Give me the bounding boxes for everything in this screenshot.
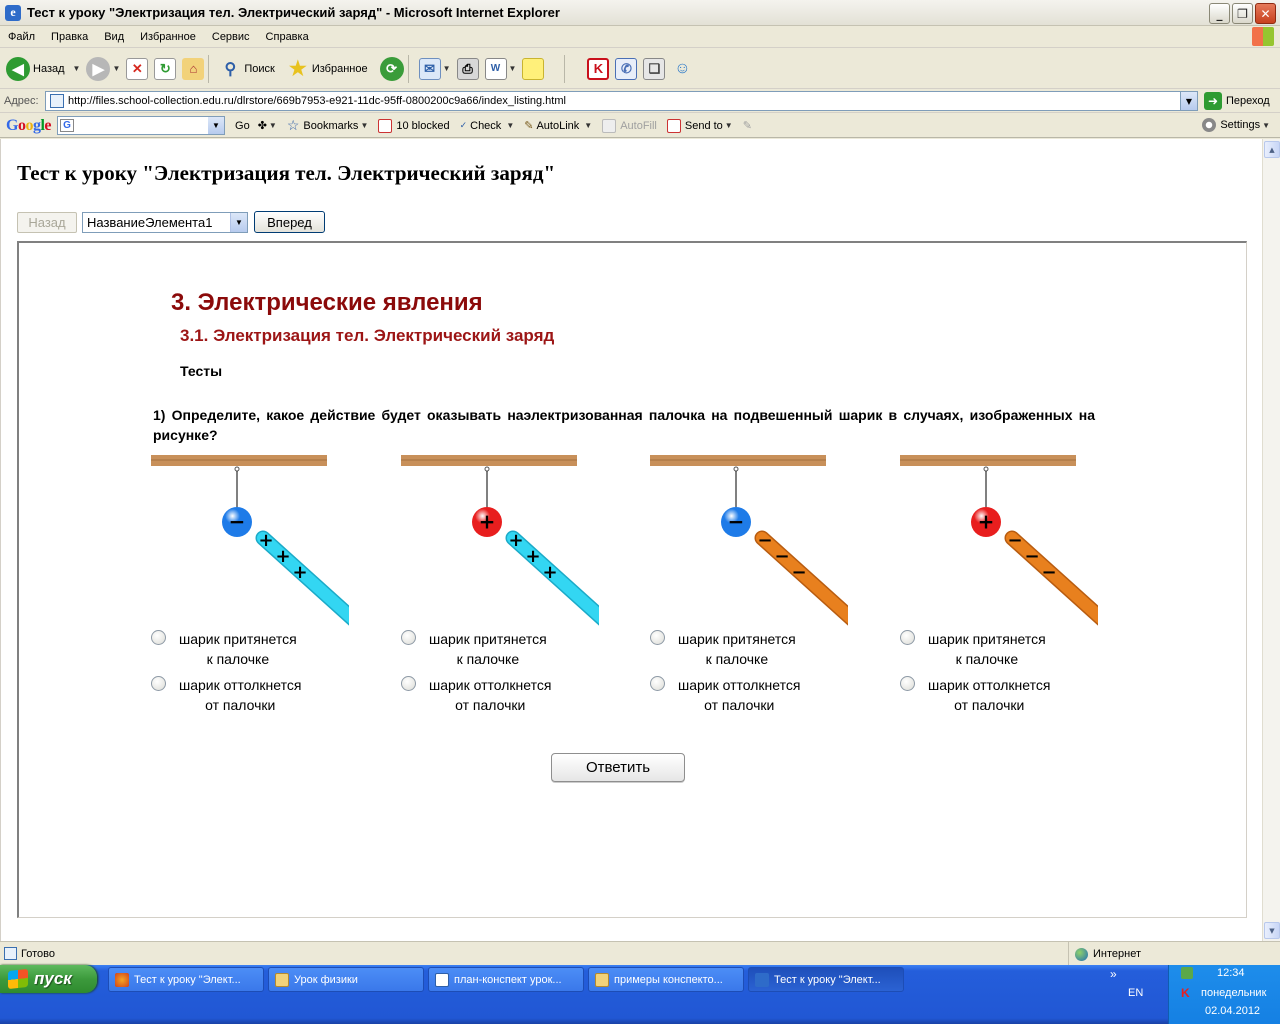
favorites-button[interactable] bbox=[287, 58, 374, 80]
popup-blocker-button[interactable] bbox=[378, 119, 449, 133]
autolink-button[interactable]: ✎ AutoLink ▼ bbox=[524, 119, 593, 132]
task-ie-active[interactable] bbox=[748, 967, 904, 992]
star-outline-icon: ☆ bbox=[286, 117, 300, 133]
option-line: от палочки bbox=[704, 697, 775, 713]
address-input[interactable] bbox=[45, 91, 1198, 111]
zone-label: Интернет bbox=[1093, 948, 1141, 960]
clock-date: 02.04.2012 bbox=[1205, 1005, 1261, 1017]
ball-charge-sign: + bbox=[478, 509, 496, 534]
autolink-label: AutoLink bbox=[536, 119, 580, 132]
radio-button[interactable] bbox=[900, 630, 915, 645]
refresh-icon: ↻ bbox=[154, 58, 176, 80]
option-line: шарик оттолкнется bbox=[179, 677, 302, 693]
task-word-document[interactable] bbox=[428, 967, 584, 992]
hook bbox=[984, 467, 988, 471]
element-select[interactable] bbox=[82, 212, 248, 233]
task-folder-physics[interactable] bbox=[268, 967, 424, 992]
edit-icon: W bbox=[485, 58, 507, 80]
window-title: Тест к уроку "Электризация тел. Электрический заряд" - Microsoft Internet Explorer bbox=[27, 5, 560, 20]
option-label bbox=[429, 675, 551, 715]
rod-charge-sign: + bbox=[275, 546, 291, 567]
stop-button[interactable] bbox=[126, 58, 148, 80]
address-url[interactable]: http://files.school-collection.edu.ru/dlrstore/669b7953-e921-11dc-95ff-0800200c9a66/index_listing.html bbox=[68, 95, 566, 107]
contacts-button[interactable] bbox=[671, 58, 693, 80]
option-line: шарик притянется bbox=[928, 631, 1046, 647]
address-bar bbox=[0, 90, 1280, 113]
option-label bbox=[179, 675, 301, 715]
option-case1-attract[interactable] bbox=[151, 629, 297, 669]
go-button[interactable] bbox=[1204, 92, 1270, 110]
chevron-down-icon[interactable]: ▼ bbox=[72, 64, 81, 73]
option-case2-attract[interactable] bbox=[401, 629, 547, 669]
rod-charge-sign: − bbox=[1007, 530, 1023, 551]
note-icon bbox=[522, 58, 544, 80]
scroll-up-icon[interactable]: ▲ bbox=[1264, 141, 1280, 158]
title-bar bbox=[0, 0, 1280, 26]
option-case3-repel[interactable] bbox=[650, 675, 800, 715]
chevron-down-icon[interactable]: ▼ bbox=[112, 64, 121, 73]
research-icon: ❏ bbox=[643, 58, 665, 80]
task-label: Тест к уроку "Элект... bbox=[774, 973, 881, 986]
option-line: от палочки bbox=[205, 697, 276, 713]
hook bbox=[734, 467, 738, 471]
page-content bbox=[0, 139, 1262, 941]
option-case4-repel[interactable] bbox=[900, 675, 1050, 715]
start-label: пуск bbox=[34, 969, 72, 988]
rod-charge-sign: − bbox=[757, 530, 773, 551]
spellcheck-button[interactable]: ✓ Check ▼ bbox=[459, 119, 515, 132]
system-tray bbox=[1168, 965, 1280, 1024]
page-icon bbox=[4, 947, 17, 960]
back-label: Назад bbox=[33, 62, 65, 75]
network-icon[interactable] bbox=[1181, 967, 1193, 979]
people-icon: ☺ bbox=[674, 59, 691, 77]
forward-arrow-icon: ▶ bbox=[86, 57, 110, 81]
rod-charge-sign: + bbox=[525, 546, 541, 567]
menu-help[interactable]: Справка bbox=[265, 30, 309, 43]
back-button[interactable] bbox=[6, 57, 80, 81]
mail-button[interactable] bbox=[419, 58, 451, 80]
popup-blocked-icon bbox=[378, 119, 392, 133]
taskbar bbox=[0, 965, 1280, 1024]
security-zone bbox=[1068, 942, 1141, 966]
ball-charge-sign: + bbox=[977, 509, 995, 534]
globe-icon bbox=[1075, 948, 1088, 961]
messenger-button[interactable] bbox=[615, 58, 637, 80]
windows-flag-icon bbox=[8, 969, 28, 989]
radio-button[interactable] bbox=[401, 676, 416, 691]
option-line: шарик притянется bbox=[429, 631, 547, 647]
option-label bbox=[928, 629, 1046, 669]
address-label: Адрес: bbox=[4, 95, 39, 107]
folder-icon bbox=[595, 973, 609, 987]
folder-icon bbox=[275, 973, 289, 987]
google-logo: Google bbox=[6, 116, 52, 134]
option-line: шарик оттолкнется bbox=[429, 677, 552, 693]
section-label: Тесты bbox=[180, 363, 223, 379]
language-indicator[interactable]: EN bbox=[1128, 987, 1144, 999]
search-label: Поиск bbox=[244, 62, 275, 75]
minimize-button[interactable]: _ bbox=[1209, 3, 1230, 24]
toolbar-separator bbox=[564, 55, 565, 83]
rod-charge-sign: − bbox=[774, 546, 790, 567]
task-folder-examples[interactable] bbox=[588, 967, 744, 992]
rod-charge-sign: − bbox=[1041, 562, 1057, 583]
go-label: Переход bbox=[1226, 95, 1270, 107]
chevron-down-icon[interactable]: ▼ bbox=[508, 64, 517, 73]
history-button[interactable] bbox=[380, 57, 404, 81]
gear-icon bbox=[1202, 118, 1216, 132]
chapter-heading: 3. Электрические явления bbox=[171, 289, 483, 316]
task-label: Тест к уроку "Элект... bbox=[134, 973, 241, 986]
ie-icon bbox=[755, 973, 769, 987]
clock-day: понедельник bbox=[1201, 987, 1267, 999]
ball-charge-sign: − bbox=[228, 509, 246, 534]
question-text: 1) Определите, какое действие будет оказывать наэлектризованная палочка на подвешенный шарик в случаях, изображенных на рисунке? bbox=[153, 407, 1095, 443]
chevron-down-icon[interactable]: ▼ bbox=[230, 213, 247, 232]
menu-view[interactable]: Вид bbox=[104, 30, 125, 43]
bookmarks-label: Bookmarks bbox=[303, 119, 359, 132]
rod-charge-sign: + bbox=[542, 562, 558, 583]
autofill-button[interactable] bbox=[602, 119, 657, 133]
check-label: Check bbox=[470, 119, 502, 132]
clock-time[interactable]: 12:34 bbox=[1217, 967, 1245, 979]
toolbar bbox=[0, 49, 1280, 89]
menu-bar bbox=[0, 26, 1280, 48]
rod-charge-sign: + bbox=[508, 530, 524, 551]
nav-forward-button[interactable]: Вперед bbox=[254, 211, 325, 233]
illustration-case-2 bbox=[399, 452, 599, 632]
radio-button[interactable] bbox=[401, 630, 416, 645]
chevron-down-icon[interactable]: ▼ bbox=[1180, 92, 1197, 110]
sendto-button[interactable]: Send to ▼ bbox=[667, 119, 733, 133]
rod-charge-sign: + bbox=[258, 530, 274, 551]
edit-button[interactable] bbox=[485, 58, 517, 80]
task-label: план-конспект урок... bbox=[454, 973, 562, 986]
word-icon bbox=[435, 973, 449, 987]
radio-button[interactable] bbox=[650, 630, 665, 645]
printer-icon: ⎙ bbox=[457, 58, 479, 80]
autofill-icon bbox=[602, 119, 616, 133]
illustration-case-3 bbox=[648, 452, 848, 632]
task-firefox[interactable] bbox=[108, 967, 264, 992]
option-line: шарик оттолкнется bbox=[928, 677, 1051, 693]
ball-charge-sign: − bbox=[727, 509, 745, 534]
option-case1-repel[interactable] bbox=[151, 675, 301, 715]
option-case2-repel[interactable] bbox=[401, 675, 551, 715]
option-case4-attract[interactable] bbox=[900, 629, 1046, 669]
firefox-icon bbox=[115, 973, 129, 987]
select-value: НазваниеЭлемента1 bbox=[87, 214, 213, 230]
bookmarks-button[interactable]: ☆ Bookmarks ▼ bbox=[286, 117, 369, 133]
topic-heading: 3.1. Электризация тел. Электрический заряд bbox=[180, 326, 555, 345]
autofill-label: AutoFill bbox=[620, 119, 657, 132]
forward-button[interactable] bbox=[86, 57, 120, 81]
test-frame bbox=[17, 241, 1247, 918]
rod-charge-sign: − bbox=[791, 562, 807, 583]
scroll-down-icon[interactable]: ▼ bbox=[1264, 922, 1280, 939]
menu-file[interactable]: Файл bbox=[8, 30, 36, 43]
kaspersky-button[interactable] bbox=[587, 58, 609, 80]
toolbar-separator bbox=[208, 55, 209, 83]
sendto-label: Send to bbox=[684, 119, 723, 132]
radio-button[interactable] bbox=[650, 676, 665, 691]
print-button[interactable] bbox=[457, 58, 479, 80]
chevron-down-icon[interactable]: ▼ bbox=[208, 117, 224, 134]
highlight-icon[interactable]: ✎ bbox=[742, 120, 752, 132]
rod-charge-sign: + bbox=[292, 562, 308, 583]
option-line: к палочке bbox=[206, 651, 270, 667]
menu-tools[interactable]: Сервис bbox=[211, 30, 250, 43]
back-arrow-icon: ◀ bbox=[6, 57, 30, 81]
menu-favorites[interactable]: Избранное bbox=[140, 30, 196, 43]
radio-button[interactable] bbox=[151, 676, 166, 691]
radio-button[interactable] bbox=[151, 630, 166, 645]
option-line: к палочке bbox=[456, 651, 520, 667]
option-case3-attract[interactable] bbox=[650, 629, 796, 669]
kaspersky-tray-icon[interactable]: K bbox=[1181, 986, 1190, 1000]
search-icon: ⚲ bbox=[224, 60, 237, 78]
start-button[interactable] bbox=[0, 965, 97, 993]
option-label bbox=[928, 675, 1050, 715]
ie-icon: e bbox=[5, 5, 21, 21]
settings-label: Settings bbox=[1220, 119, 1261, 131]
option-line: от палочки bbox=[455, 697, 526, 713]
status-text: Готово bbox=[21, 947, 55, 960]
history-icon: ⟳ bbox=[380, 57, 404, 81]
chevron-down-icon[interactable]: ▼ bbox=[442, 64, 451, 73]
google-toolbar bbox=[0, 114, 1280, 138]
option-label bbox=[429, 629, 547, 669]
chevron-right-icon[interactable]: » bbox=[1110, 967, 1117, 981]
google-g-icon: G bbox=[60, 119, 74, 132]
rod-charge-sign: − bbox=[1024, 546, 1040, 567]
option-line: шарик притянется bbox=[678, 631, 796, 647]
page-icon bbox=[50, 94, 64, 108]
spellcheck-icon: ✓ bbox=[459, 120, 468, 130]
option-line: к палочке bbox=[955, 651, 1019, 667]
option-line: шарик оттолкнется bbox=[678, 677, 801, 693]
wand-icon: ✎ bbox=[524, 120, 534, 132]
star-icon: ★ bbox=[288, 58, 307, 80]
task-label: Урок физики bbox=[294, 973, 358, 986]
nav-back-button[interactable]: Назад bbox=[17, 212, 77, 233]
windows-logo-icon bbox=[1252, 27, 1274, 46]
navigation-row bbox=[17, 211, 325, 233]
status-bar bbox=[0, 941, 1280, 965]
illustration-case-4 bbox=[898, 452, 1098, 632]
illustration-case-1 bbox=[149, 452, 349, 632]
menu-edit[interactable]: Правка bbox=[51, 30, 89, 43]
option-line: к палочке bbox=[705, 651, 769, 667]
puzzle-icon[interactable]: ✤ ▼ bbox=[257, 120, 277, 132]
maximize-button[interactable]: ❐ bbox=[1232, 3, 1253, 24]
hook bbox=[235, 467, 239, 471]
stop-icon: ✕ bbox=[126, 58, 148, 80]
favorites-label: Избранное bbox=[311, 62, 368, 75]
google-go-button[interactable]: Go bbox=[235, 119, 250, 132]
option-label bbox=[179, 629, 297, 669]
research-button[interactable] bbox=[643, 58, 665, 80]
blocked-label: 10 blocked bbox=[396, 119, 450, 132]
search-button[interactable] bbox=[219, 58, 280, 80]
option-line: от палочки bbox=[954, 697, 1025, 713]
answer-button[interactable]: Ответить bbox=[551, 753, 685, 782]
option-label bbox=[678, 675, 800, 715]
page-title: Тест к уроку "Электризация тел. Электрический заряд" bbox=[17, 161, 556, 185]
home-icon: ⌂ bbox=[182, 58, 204, 80]
notes-button[interactable] bbox=[522, 58, 544, 80]
close-button[interactable]: ✕ bbox=[1255, 3, 1276, 24]
option-line: шарик притянется bbox=[179, 631, 297, 647]
messenger-icon: ✆ bbox=[615, 58, 637, 80]
task-label: примеры конспекто... bbox=[614, 973, 723, 986]
settings-button[interactable]: Settings ▼ bbox=[1202, 118, 1270, 132]
vertical-scrollbar[interactable] bbox=[1262, 139, 1280, 941]
hook bbox=[485, 467, 489, 471]
option-label bbox=[678, 629, 796, 669]
kaspersky-icon: K bbox=[587, 58, 609, 80]
send-icon bbox=[667, 119, 681, 133]
home-button[interactable] bbox=[182, 58, 204, 80]
mail-icon: ✉ bbox=[419, 58, 441, 80]
toolbar-separator bbox=[408, 55, 409, 83]
google-search-input[interactable] bbox=[57, 116, 225, 135]
go-arrow-icon: ➜ bbox=[1204, 92, 1222, 110]
refresh-button[interactable] bbox=[154, 58, 176, 80]
radio-button[interactable] bbox=[900, 676, 915, 691]
